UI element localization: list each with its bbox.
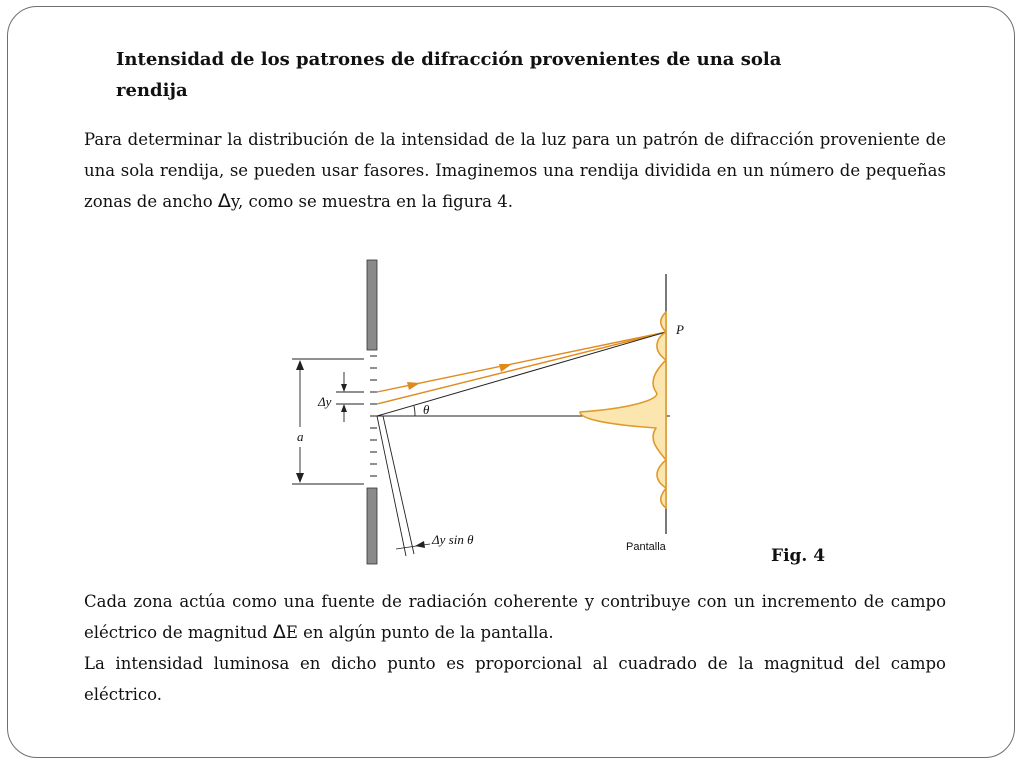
paragraph-zones-text: Cada zona actúa como una fuente de radiación coherente y contribuye con un incremento de campo eléctrico de magnitud [84, 592, 946, 642]
figure-caption: Fig. 4 [771, 546, 826, 566]
theta-arc [414, 406, 415, 416]
paragraph-zones-end: E en algún punto de la pantalla. [285, 623, 554, 642]
slit-zones [370, 356, 377, 476]
label-a: a [297, 429, 304, 444]
label-point-p: P [676, 322, 684, 337]
paragraph-intro [84, 124, 946, 217]
delta-symbol-e: Δ [272, 621, 286, 643]
ray-arrow-1 [407, 382, 420, 390]
label-theta: θ [423, 402, 430, 417]
diffraction-figure [280, 252, 700, 573]
path-difference-arrow [415, 541, 425, 548]
slit-width-dimension [292, 359, 364, 484]
delta-y-arrow-down [341, 384, 347, 392]
a-arrow-up [296, 360, 304, 370]
a-arrow-down [296, 473, 304, 483]
label-delta-y: Δy [318, 394, 332, 409]
slit-wall-bottom [367, 488, 377, 564]
diffraction-diagram [280, 252, 700, 568]
label-screen: Pantalla [626, 541, 666, 553]
paragraph-intensity: La intensidad luminosa en dicho punto es proporcional al cuadrado de la magnitud del campo eléctrico. [84, 654, 946, 704]
delta-symbol: Δ [217, 190, 231, 212]
ray-to-p [377, 332, 666, 416]
slit-wall-top [367, 260, 377, 350]
delta-y-arrow-up [341, 404, 347, 412]
paragraph-intro-text: Para determinar la distribución de la intensidad de la luz para un patrón de difracción proveniente de una sola rendija, se pueden usar fasores. Imaginemos una rendija dividida en un número de pequeñas zonas de ancho [84, 130, 946, 211]
paragraph-intro-end: y, como se muestra en la figura 4. [230, 192, 513, 211]
slide-title: Intensidad de los patrones de difracción provenientes de una sola rendija [116, 49, 782, 101]
delta-y-dimension [336, 372, 364, 422]
label-delta-y-sin-theta: Δy sin θ [432, 532, 474, 547]
paragraph-zones [84, 586, 946, 648]
path-difference-lines [377, 416, 414, 556]
light-rays [377, 332, 666, 404]
